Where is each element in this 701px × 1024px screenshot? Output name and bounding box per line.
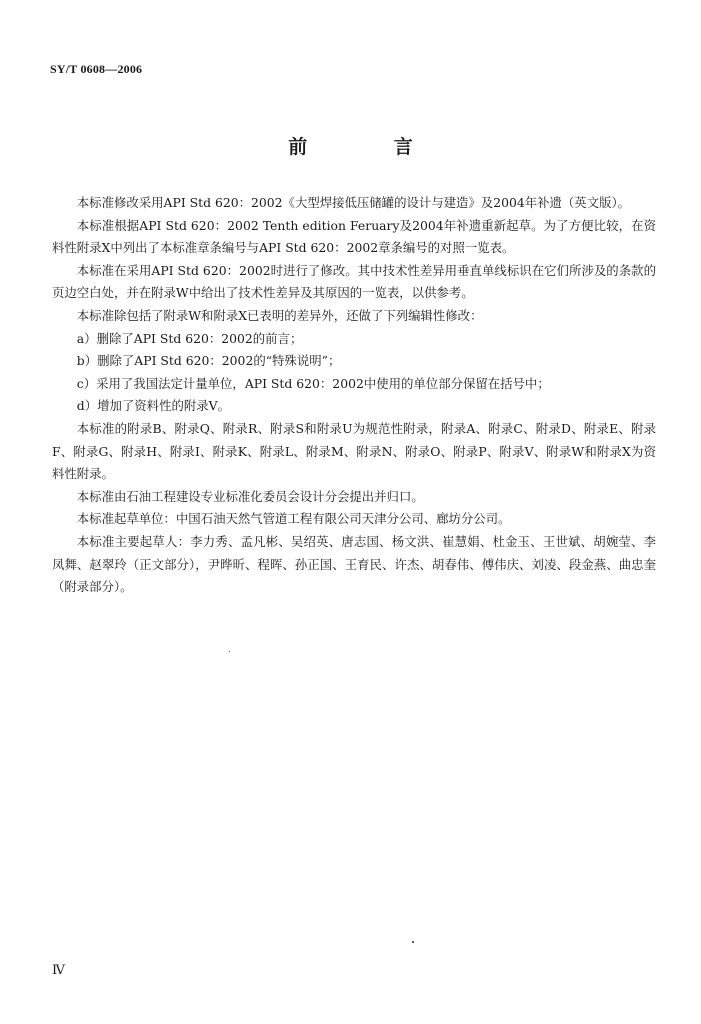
list-item-c: c）采用了我国法定计量单位，API Std 620：2002中使用的单位部分保留在括号中； <box>76 375 550 391</box>
paragraph-adoption: 本标准修改采用API Std 620：2002《大型焊接低压储罐的设计与建造》及2004年补遗（英文版）。 <box>76 195 631 210</box>
paragraph-editorial-changes-intro: 本标准除包括了附录W和附录X已表明的差异外，还做了下列编辑性修改： <box>76 307 483 323</box>
page-title: 前 言 <box>288 136 453 158</box>
paragraph-drafters: 本标准主要起草人：李力秀、孟凡彬、吴绍英、唐志国、杨文洪、崔慧娟、杜金玉、王世斌、胡婉莹、李凤舞、赵翠玲（正文部分），尹晔昕、程晖、孙正国、王育民、许杰、胡春伟、傅伟庆、刘凌、段金燕、曲忠奎（附录部分）。 <box>52 533 656 595</box>
scan-speck <box>412 941 414 943</box>
list-item-a: a）删除了API Std 620：2002的前言； <box>76 330 303 346</box>
paragraph-drafting-units: 本标准起草单位：中国石油天然气管道工程有限公司天津分公司、廊坊分公司。 <box>76 511 511 527</box>
foreword-body <box>52 192 656 599</box>
page-number: Ⅳ <box>52 962 65 977</box>
standard-code-header: SY/T 0608—2006 <box>50 62 143 76</box>
list-item-d: d）增加了资料性的附录V。 <box>76 398 230 414</box>
paragraph-technical-differences: 本标准在采用API Std 620：2002时进行了修改。其中技术性差异用垂直单线标识在它们所涉及的条款的页边空白处，并在附录W中给出了技术性差异及其原因的一览表，以供参考。 <box>52 262 656 301</box>
paragraph-annexes: 本标准的附录B、附录Q、附录R、附录S和附录U为规范性附录，附录A、附录C、附录D、附录E、附录F、附录G、附录H、附录I、附录K、附录L、附录M、附录N、附录O、附录P、附录V、附录W和附录X为资料性附录。 <box>52 420 656 482</box>
scan-speck <box>229 651 230 652</box>
list-item-b: b）删除了API Std 620：2002的“特殊说明”； <box>76 353 341 369</box>
paragraph-proposed-by: 本标准由石油工程建设专业标准化委员会设计分会提出并归口。 <box>76 488 424 504</box>
paragraph-drafting-basis: 本标准根据API Std 620：2002 Tenth edition Feruary及2004年补遗重新起草。为了方便比较，在资料性附录X中列出了本标准章条编号与API Std 620：2002章条编号的对照一览表。 <box>52 217 656 256</box>
